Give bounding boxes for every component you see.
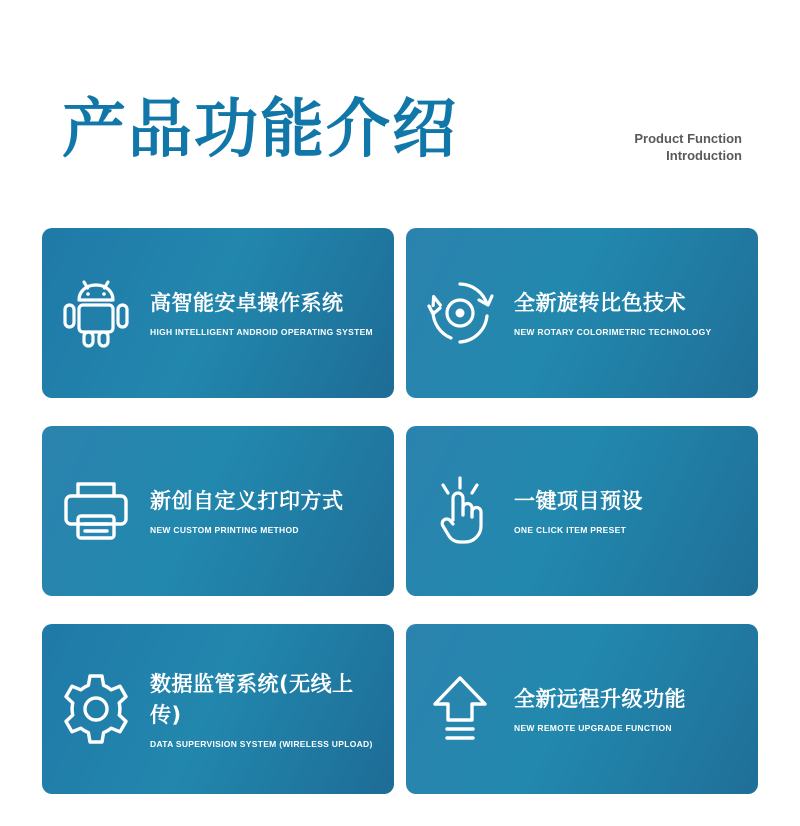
feature-card-body: [514, 288, 758, 338]
feature-card-body: [150, 486, 394, 536]
feature-card-subtitle: NEW ROTARY COLORIMETRIC TECHNOLOGY: [514, 327, 712, 337]
printer-icon: [42, 474, 150, 548]
feature-card-subtitle: NEW REMOTE UPGRADE FUNCTION: [514, 723, 672, 733]
android-robot-icon: [42, 276, 150, 350]
upload-arrow-icon: [406, 672, 514, 746]
page-title: 产品功能介绍: [62, 92, 458, 167]
feature-card-title: 全新远程升级功能: [514, 687, 686, 711]
feature-card-subtitle: ONE CLICK ITEM PRESET: [514, 525, 627, 535]
feature-card-grid: [42, 228, 758, 794]
feature-card-title: 高智能安卓操作系统: [150, 291, 344, 315]
feature-card: [42, 624, 394, 794]
feature-card: [406, 228, 758, 398]
page-title-english-line1: Product Function: [634, 131, 742, 146]
feature-card-subtitle: DATA SUPERVISION SYSTEM (WIRELESS UPLOAD): [150, 738, 373, 749]
feature-card: [406, 426, 758, 596]
feature-card-subtitle: NEW CUSTOM PRINTING METHOD: [150, 525, 299, 535]
feature-card-body: [150, 669, 394, 750]
tap-hand-icon: [406, 474, 514, 548]
page-header: [0, 92, 800, 192]
feature-card-title: 数据监管系统(无线上传): [150, 671, 354, 727]
page-title-english: [522, 130, 742, 164]
feature-card-title: 新创自定义打印方式: [150, 489, 344, 513]
feature-card-body: [514, 684, 758, 734]
feature-card: [42, 228, 394, 398]
rotary-colorimetric-icon: [406, 276, 514, 350]
page-title-english-line2: Introduction: [666, 148, 742, 163]
feature-card-title: 一键项目预设: [514, 489, 643, 513]
feature-card-body: [514, 486, 758, 536]
feature-card: [406, 624, 758, 794]
feature-card-subtitle: HIGH INTELLIGENT ANDROID OPERATING SYSTEM: [150, 327, 373, 337]
feature-card-body: [150, 288, 394, 338]
feature-card-title: 全新旋转比色技术: [514, 291, 686, 315]
gear-icon: [42, 671, 150, 747]
feature-card: [42, 426, 394, 596]
